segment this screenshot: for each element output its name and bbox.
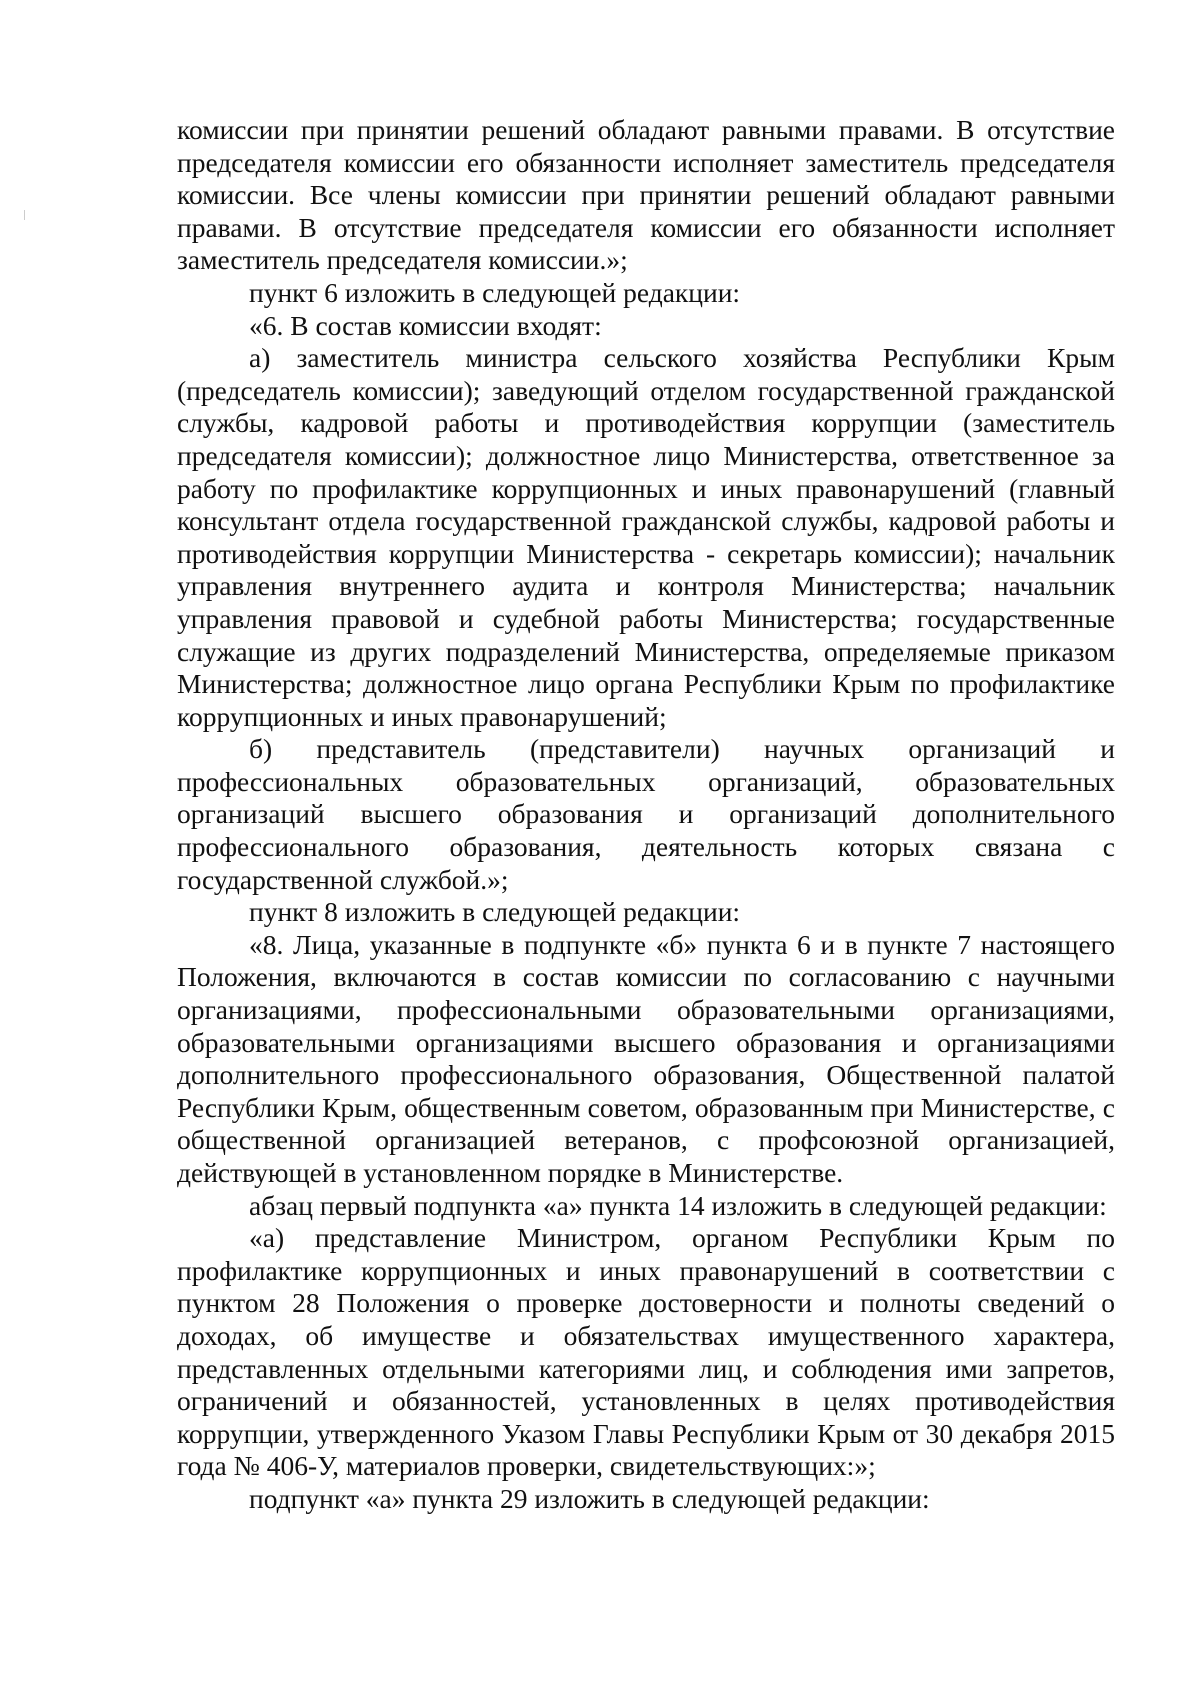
paragraph-point-14-intro: абзац первый подпункта «а» пункта 14 изложить в следующей редакции: [249,1189,1107,1221]
document-body [177,114,1115,1516]
paragraph-point-6-heading: «6. В состав комиссии входят: [249,309,602,341]
paragraph-point-8-intro: пункт 8 изложить в следующей редакции: [249,896,741,928]
paragraph-subpoint-a: а) заместитель министра сельского хозяйства Республики Крым (председатель комиссии); заведующий отделом государственной гражданской службы, кадровой работы и противодействия коррупции (заместитель председателя комиссии); должностное лицо Министерства, ответственное за работу по профилактике коррупционных и иных правонарушений (главный консультант отдела государственной гражданской службы, кадровой работы и противодействия коррупции Министерства - секретарь комиссии); начальник управления внутреннего аудита и контроля Министерства; начальник управления правовой и судебной работы Министерства; государственные служащие из других подразделений Министерства, определяемые приказом Министерства; должностное лицо органа Республики Крым по профилактике коррупционных и иных правонарушений; [177,342,1115,732]
scan-artifact [24,210,25,220]
paragraph-subpoint-b: б) представитель (представители) научных организаций и профессиональных образовательных организаций, образовательных организаций высшего образования и организаций дополнительного профессионального образования, деятельность которых связана с государственной службой.»; [177,733,1115,895]
paragraph-continuation: комиссии при принятии решений обладают равными правами. В отсутствие председателя комиссии его обязанности исполняет заместитель председателя комиссии. Все члены комиссии при принятии решений обладают равными правами. В отсутствие председателя комиссии его обязанности исполняет заместитель председателя комиссии.»; [177,114,1115,276]
paragraph-point-29-intro: подпункт «а» пункта 29 изложить в следующей редакции: [249,1482,930,1514]
paragraph-point-8-text: «8. Лица, указанные в подпункте «б» пункта 6 и в пункте 7 настоящего Положения, включаются в состав комиссии по согласованию с научными организациями, профессиональными образовательными организациями, образовательными организациями высшего образования и организациями дополнительного профессионального образования, Общественной палатой Республики Крым, общественным советом, образованным при Министерстве, с общественной организацией ветеранов, с профсоюзной организацией, действующей в установленном порядке в Министерстве. [177,928,1115,1188]
paragraph-point-6-intro: пункт 6 изложить в следующей редакции: [249,276,741,308]
paragraph-point-14-text: «а) представление Министром, органом Республики Крым по профилактике коррупционных и иных правонарушений в соответствии с пунктом 28 Положения о проверке достоверности и полноты сведений о доходах, об имуществе и обязательствах имущественного характера, представленных отдельными категориями лиц, и соблюдения ими запретов, ограничений и обязанностей, установленных в целях противодействия коррупции, утвержденного Указом Главы Республики Крым от 30 декабря 2015 года № 406-У, материалов проверки, свидетельствующих:»; [177,1222,1115,1482]
